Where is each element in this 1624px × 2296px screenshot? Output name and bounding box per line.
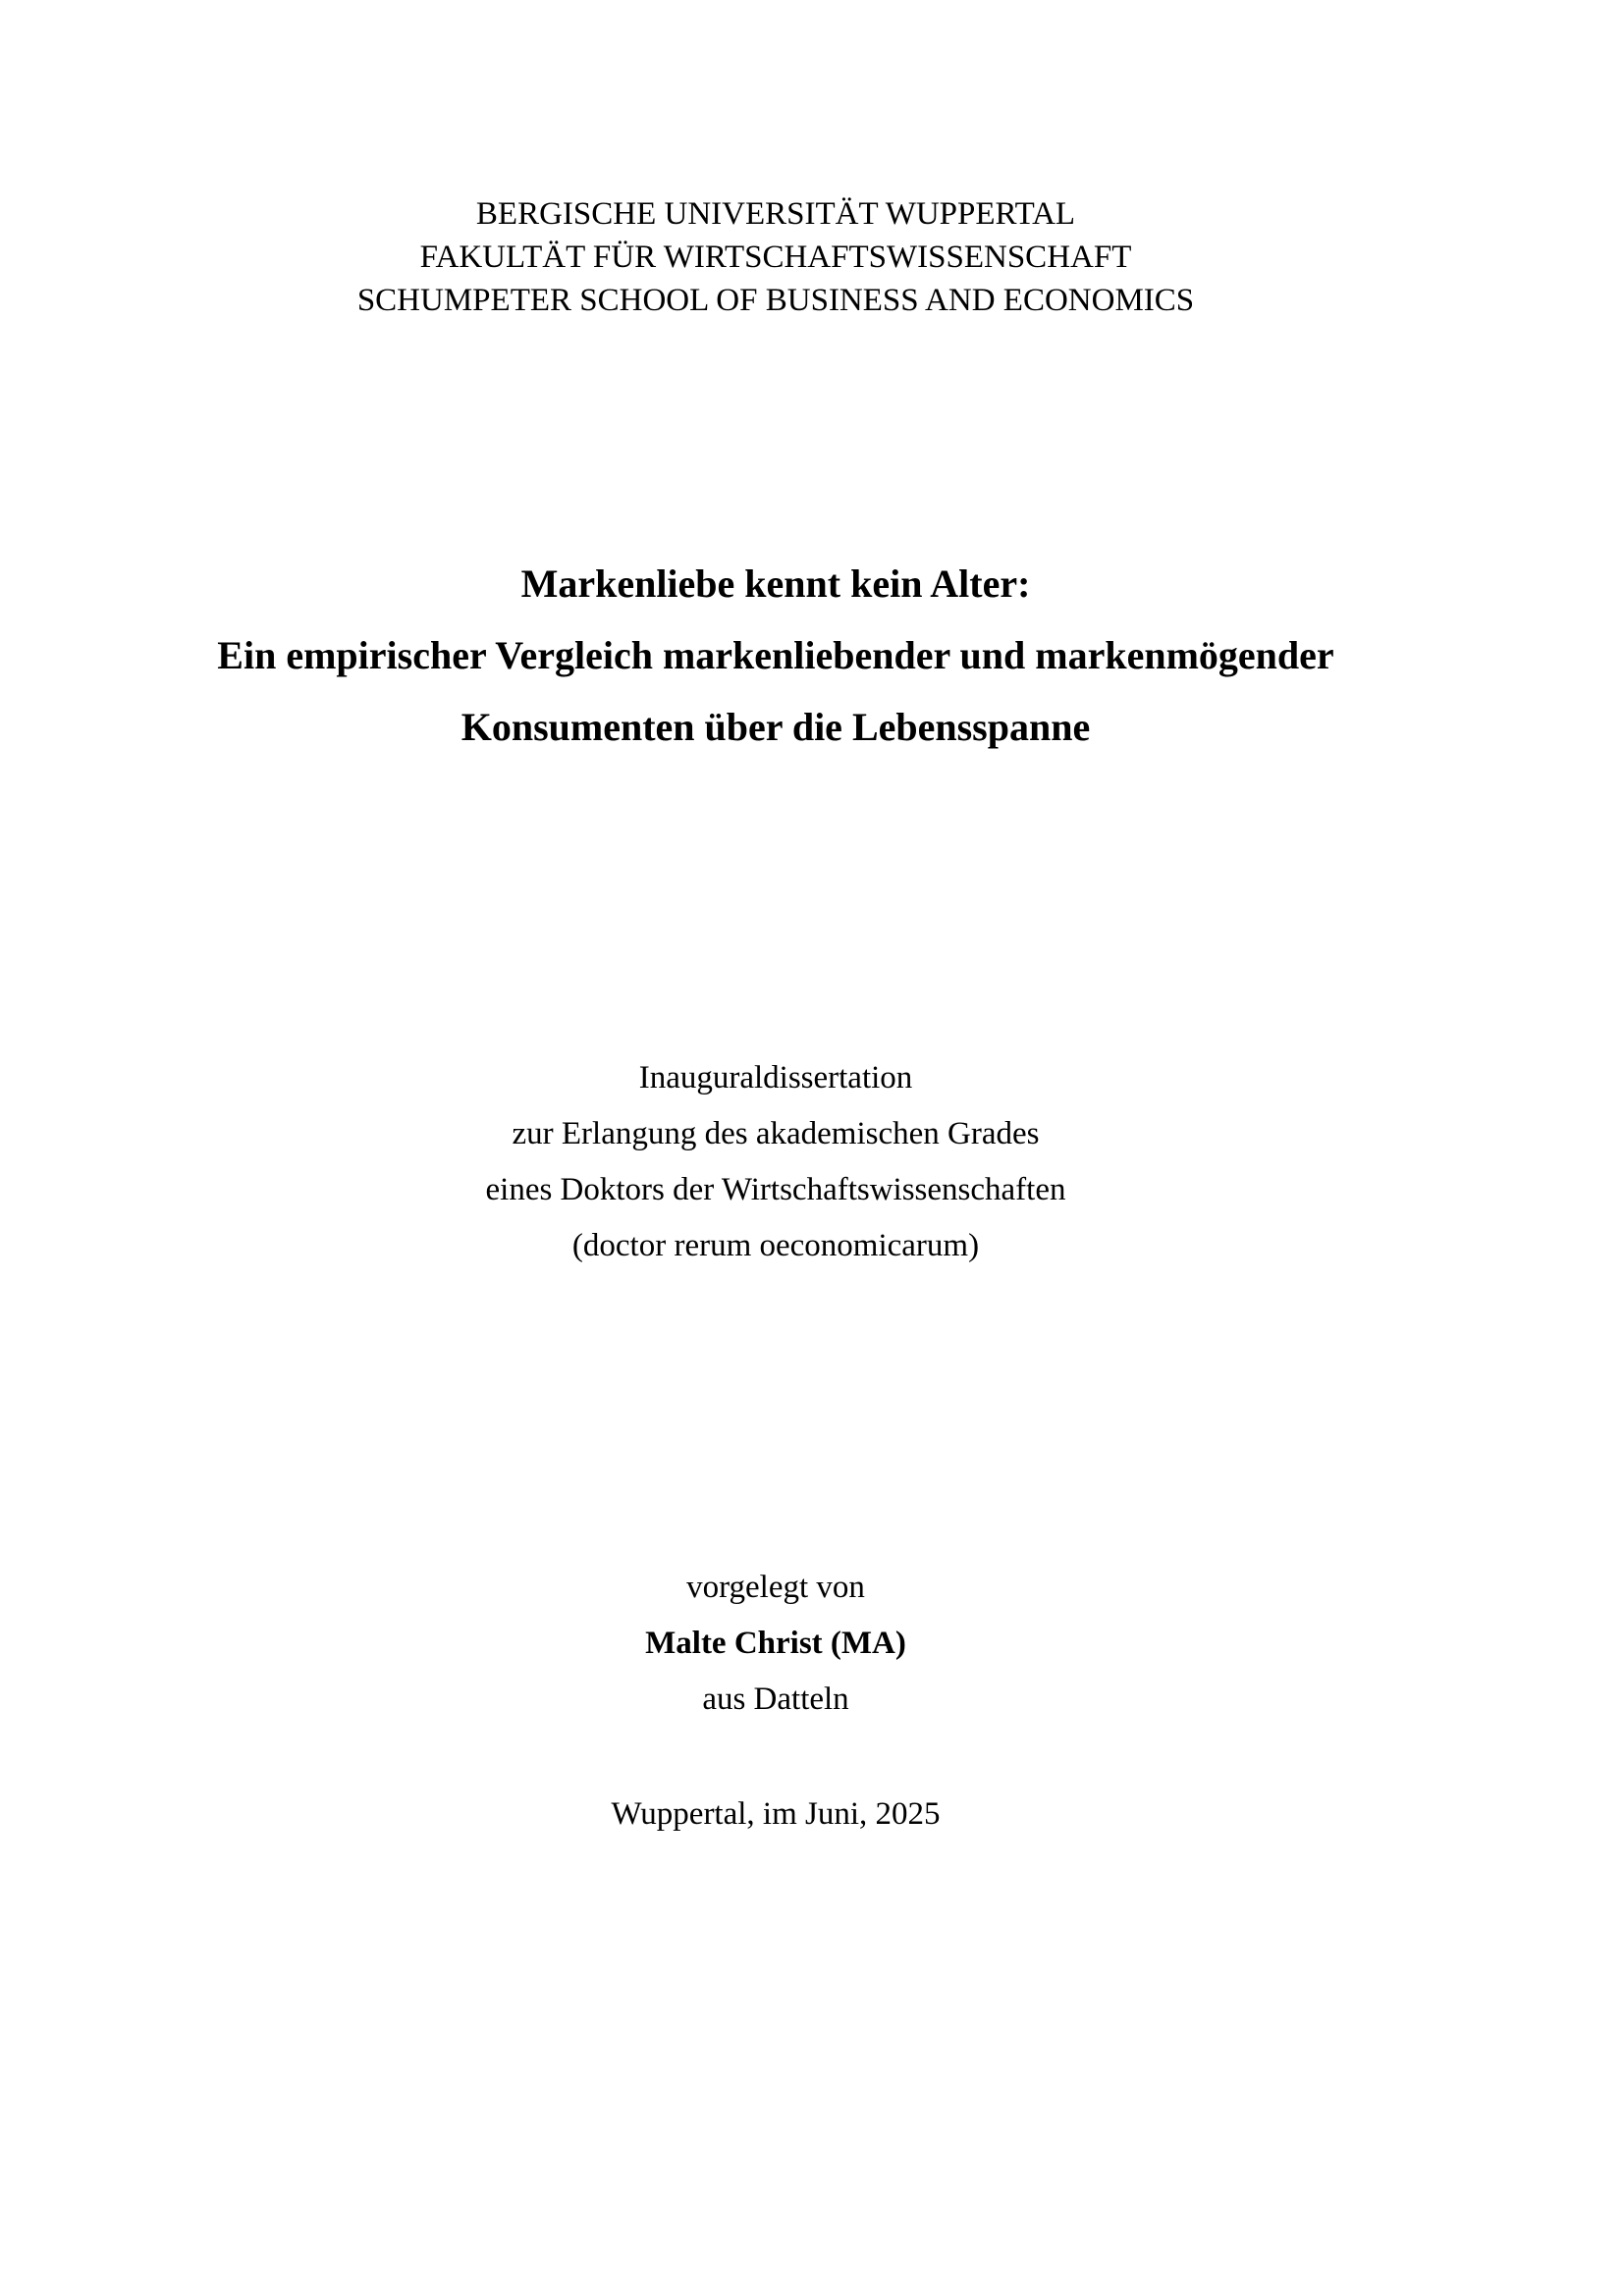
school-name: SCHUMPETER SCHOOL OF BUSINESS AND ECONOMICS: [356, 283, 1195, 318]
university-name: BERGISCHE UNIVERSITÄT WUPPERTAL: [475, 196, 1076, 232]
place-and-date: [0, 1792, 1551, 1836]
dissertation-type: Inauguraldissertation: [638, 1060, 913, 1095]
title-line-2: Ein empirischer Vergleich markenliebender und markenmögender: [217, 633, 1334, 677]
submitted-by-label: vorgelegt von: [686, 1570, 865, 1605]
dissertation-latin-degree: (doctor rerum oeconomicarum): [571, 1228, 980, 1263]
title-line-1: Markenliebe kennt kein Alter:: [520, 561, 1031, 606]
dissertation-purpose: zur Erlangung des akademischen Grades: [512, 1116, 1040, 1151]
author-name: Malte Christ (MA): [645, 1626, 906, 1661]
author-block: [0, 1560, 1551, 1728]
place-date-text: Wuppertal, im Juni, 2025: [611, 1796, 941, 1832]
thesis-title: [0, 548, 1551, 763]
dissertation-degree: eines Doktors der Wirtschaftswissenschaften: [485, 1172, 1066, 1207]
faculty-name: FAKULTÄT FÜR WIRTSCHAFTSWISSENSCHAFT: [419, 240, 1132, 275]
author-origin: aus Datteln: [702, 1682, 849, 1717]
title-line-3: Konsumenten über die Lebensspanne: [460, 705, 1091, 749]
institution-header: [0, 192, 1551, 322]
dissertation-description: [0, 1050, 1551, 1274]
